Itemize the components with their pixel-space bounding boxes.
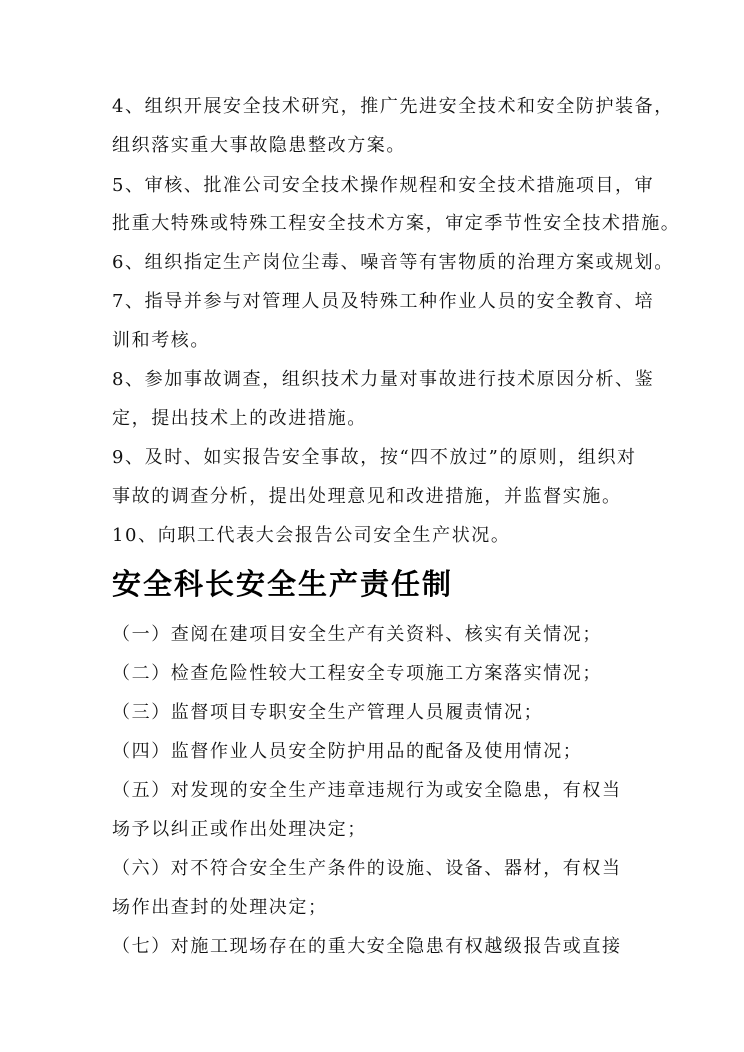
section-item-3: （三）监督项目专职安全生产管理人员履责情况； — [112, 702, 544, 723]
duty-item-5-line-2: 批重大特殊或特殊工程安全技术方案，审定季节性安全技术措施。 — [112, 213, 681, 234]
section-item-4: （四）监督作业人员安全防护用品的配备及使用情况； — [112, 741, 583, 762]
duty-item-4-line-2: 组织落实重大事故隐患整改方案。 — [112, 135, 406, 156]
section-item-5-line-1: （五）对发现的安全生产违章违规行为或安全隐患，有权当 — [112, 780, 622, 801]
section-item-5-line-2: 场予以纠正或作出处理决定； — [112, 819, 367, 840]
section-item-6-line-2: 场作出查封的处理决定； — [112, 897, 328, 918]
duty-item-8-line-2: 定，提出技术上的改进措施。 — [112, 408, 367, 429]
duty-item-9-line-1: 9、及时、如实报告安全事故，按“四不放过”的原则，组织对 — [112, 447, 637, 468]
duty-item-4-line-1: 4、组织开展安全技术研究，推广先进安全技术和安全防护装备， — [112, 96, 674, 117]
section-title: 安全科长安全生产责任制 — [112, 567, 454, 601]
duty-item-9-line-2: 事故的调查分析，提出处理意见和改进措施，并监督实施。 — [112, 486, 622, 507]
section-item-1: （一）查阅在建项目安全生产有关资料、核实有关情况； — [112, 624, 602, 645]
section-item-6-line-1: （六）对不符合安全生产条件的设施、设备、器材，有权当 — [112, 858, 622, 879]
section-item-2: （二）检查危险性较大工程安全专项施工方案落实情况； — [112, 663, 602, 684]
section-item-7-line-1: （七）对施工现场存在的重大安全隐患有权越级报告或直接 — [112, 936, 622, 957]
duty-item-7-line-2: 训和考核。 — [112, 330, 210, 351]
duty-item-8-line-1: 8、参加事故调查，组织技术力量对事故进行技术原因分析、鉴 — [112, 369, 655, 390]
duty-item-6: 6、组织指定生产岗位尘毒、噪音等有害物质的治理方案或规划。 — [112, 252, 674, 273]
duty-item-10: 10、向职工代表大会报告公司安全生产状况。 — [112, 525, 511, 546]
duty-item-7-line-1: 7、指导并参与对管理人员及特殊工种作业人员的安全教育、培 — [112, 291, 655, 312]
duty-item-5-line-1: 5、审核、批准公司安全技术操作规程和安全技术措施项目，审 — [112, 175, 655, 196]
